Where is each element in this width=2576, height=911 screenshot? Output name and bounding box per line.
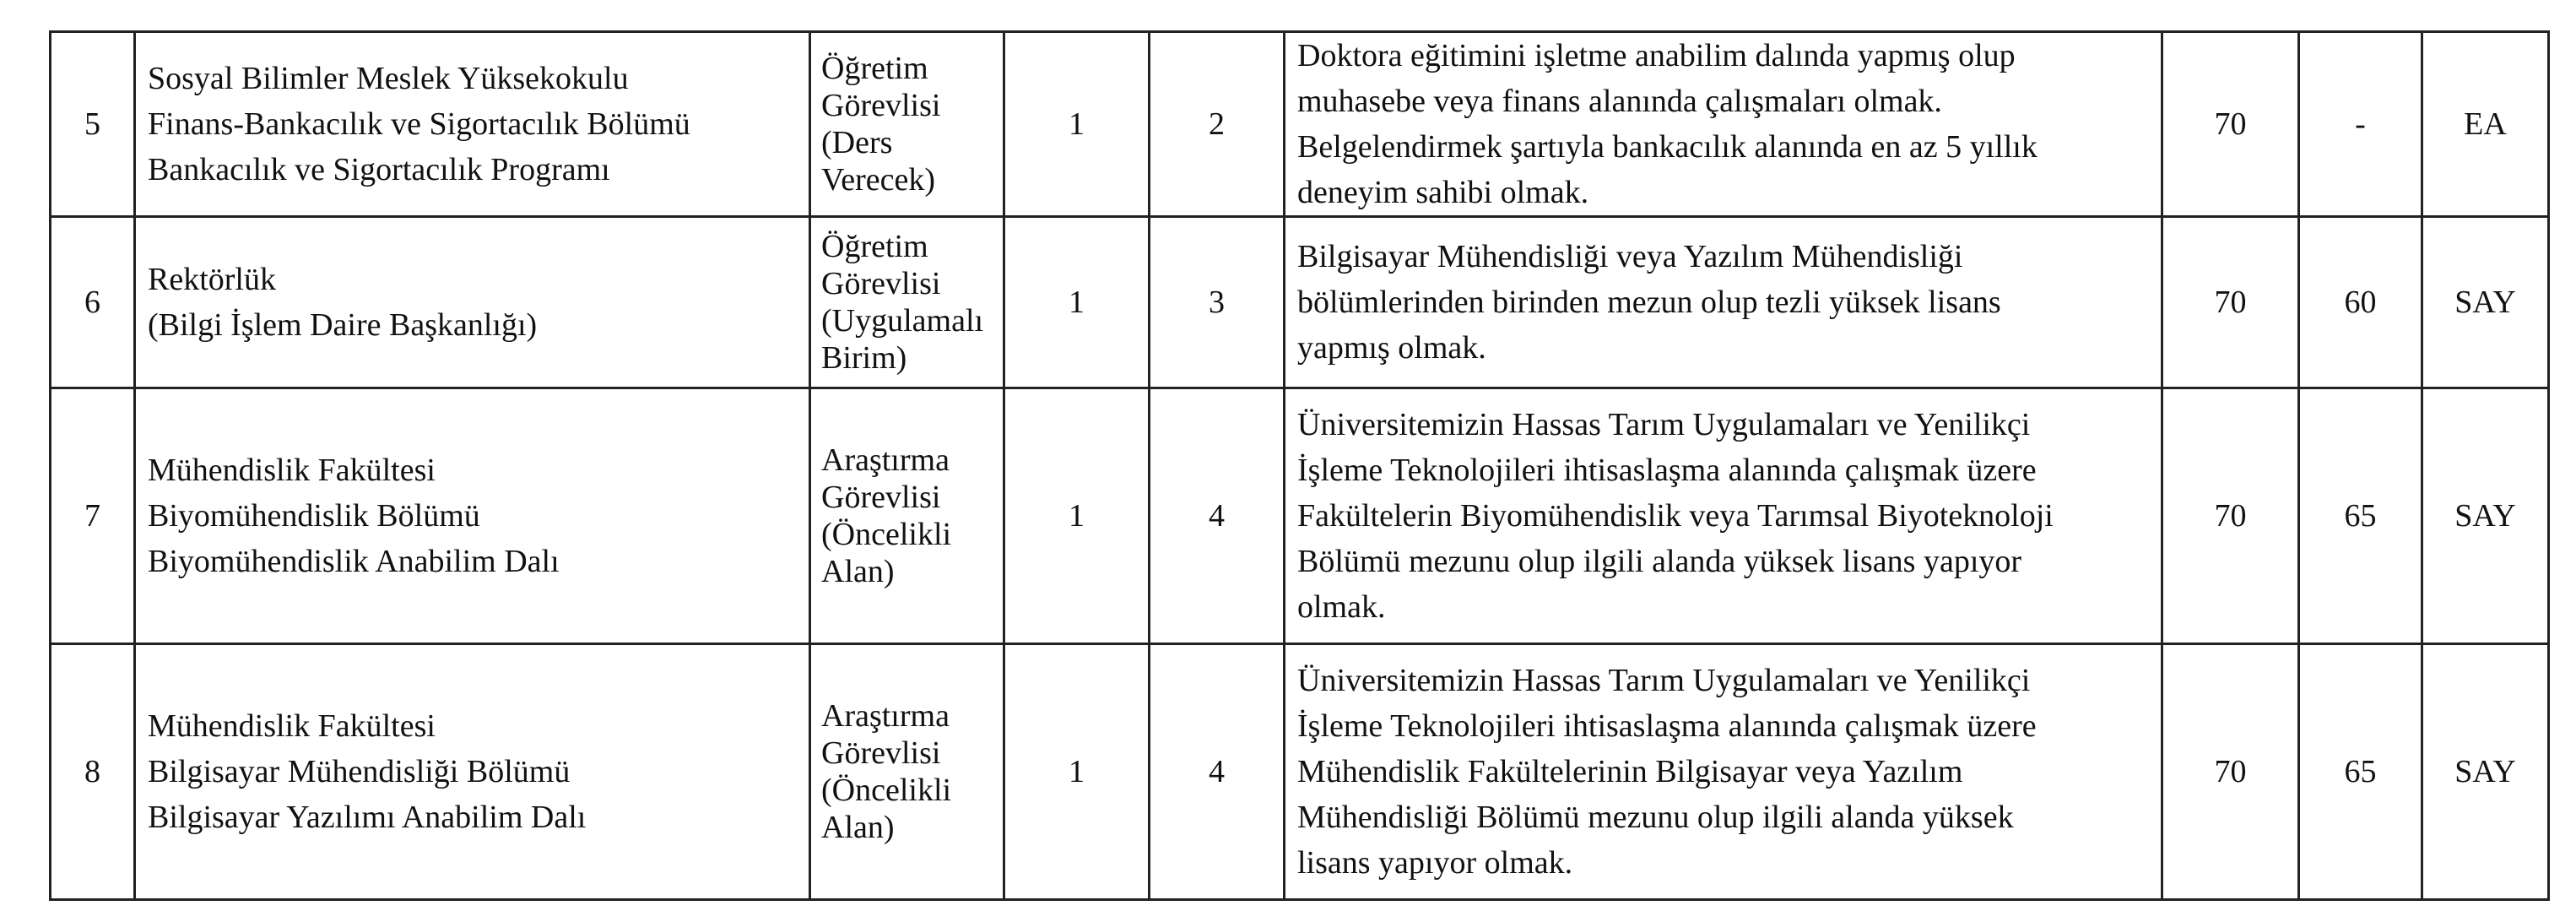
condition-line: deneyim sahibi olmak.	[1297, 175, 1589, 210]
title-line: Alan)	[821, 810, 895, 845]
unit-line: Sosyal Bilimler Meslek Yüksekokulu	[148, 61, 629, 96]
row-number: 5	[51, 32, 135, 217]
condition-line: bölümlerinden birinden mezun olup tezli yüksek lisans	[1297, 285, 2001, 320]
title-line: Görevlisi	[821, 266, 941, 301]
table-row	[51, 217, 2549, 388]
language-cell: 65	[2299, 644, 2422, 900]
condition-line: Üniversitemizin Hassas Tarım Uygulamaları ve Yenilikçi	[1297, 663, 2031, 698]
title-cell	[810, 388, 1004, 644]
unit-line: Bilgisayar Mühendisliği Bölümü	[148, 754, 571, 789]
unit-line: Mühendislik Fakültesi	[148, 708, 436, 744]
unit-line: Mühendislik Fakültesi	[148, 453, 436, 488]
title-line: (Öncelikli	[821, 517, 952, 552]
count-cell: 1	[1004, 217, 1150, 388]
row-number: 8	[51, 644, 135, 900]
title-line: Görevlisi	[821, 88, 941, 123]
unit-cell	[135, 217, 810, 388]
title-line: (Ders	[821, 125, 893, 160]
condition-line: Fakültelerin Biyomühendislik veya Tarımsal Biyoteknoloji	[1297, 498, 2054, 534]
positions-table-wrapper	[49, 30, 2550, 901]
conditions-cell	[1285, 388, 2162, 644]
ales-cell: 70	[2162, 644, 2299, 900]
language-cell: 65	[2299, 388, 2422, 644]
count-cell: 1	[1004, 32, 1150, 217]
title-line: Öğretim	[821, 51, 928, 86]
ales-cell: 70	[2162, 388, 2299, 644]
title-line: Birim)	[821, 340, 907, 376]
conditions-cell	[1285, 644, 2162, 900]
condition-line: Belgelendirmek şartıyla bankacılık alanında en az 5 yıllık	[1297, 129, 2038, 165]
score-type-cell: EA	[2422, 32, 2549, 217]
condition-line: Üniversitemizin Hassas Tarım Uygulamaları ve Yenilikçi	[1297, 407, 2031, 442]
title-cell	[810, 644, 1004, 900]
conditions-cell	[1285, 32, 2162, 217]
count-cell: 1	[1004, 388, 1150, 644]
title-cell	[810, 217, 1004, 388]
score-type-cell: SAY	[2422, 644, 2549, 900]
title-cell	[810, 32, 1004, 217]
unit-line: Biyomühendislik Anabilim Dalı	[148, 544, 560, 579]
title-line: Alan)	[821, 554, 895, 589]
title-line: Araştırma	[821, 698, 950, 734]
positions-table	[49, 30, 2550, 901]
condition-line: olmak.	[1297, 589, 1386, 625]
degree-cell: 4	[1150, 644, 1285, 900]
title-line: Görevlisi	[821, 735, 941, 771]
unit-cell	[135, 388, 810, 644]
condition-line: Mühendisliği Bölümü mezunu olup ilgili alanda yüksek	[1297, 800, 2014, 835]
score-type-cell: SAY	[2422, 217, 2549, 388]
condition-line: Doktora eğitimini işletme anabilim dalında yapmış olup	[1297, 38, 2016, 73]
conditions-cell	[1285, 217, 2162, 388]
unit-line: Finans-Bankacılık ve Sigortacılık Bölümü	[148, 106, 690, 142]
degree-cell: 3	[1150, 217, 1285, 388]
unit-line: Bilgisayar Yazılımı Anabilim Dalı	[148, 800, 587, 835]
ales-cell: 70	[2162, 217, 2299, 388]
unit-line: (Bilgi İşlem Daire Başkanlığı)	[148, 307, 538, 343]
row-number: 6	[51, 217, 135, 388]
ales-cell: 70	[2162, 32, 2299, 217]
table-row	[51, 388, 2549, 644]
unit-line: Biyomühendislik Bölümü	[148, 498, 480, 534]
count-cell: 1	[1004, 644, 1150, 900]
unit-line: Rektörlük	[148, 262, 276, 297]
title-line: Verecek)	[821, 162, 936, 198]
title-line: (Öncelikli	[821, 773, 952, 808]
table-row	[51, 644, 2549, 900]
condition-line: Mühendislik Fakültelerinin Bilgisayar veya Yazılım	[1297, 754, 1963, 789]
condition-line: İşleme Teknolojileri ihtisaslaşma alanında çalışmak üzere	[1297, 453, 2037, 488]
condition-line: Bölümü mezunu olup ilgili alanda yüksek lisans yapıyor	[1297, 544, 2022, 579]
score-type-cell: SAY	[2422, 388, 2549, 644]
table-row	[51, 32, 2549, 217]
condition-line: Bilgisayar Mühendisliği veya Yazılım Mühendisliği	[1297, 239, 1963, 274]
unit-line: Bankacılık ve Sigortacılık Programı	[148, 152, 610, 187]
condition-line: lisans yapıyor olmak.	[1297, 845, 1573, 881]
title-line: Araştırma	[821, 442, 950, 478]
condition-line: İşleme Teknolojileri ihtisaslaşma alanında çalışmak üzere	[1297, 708, 2037, 744]
condition-line: yapmış olmak.	[1297, 330, 1486, 366]
degree-cell: 2	[1150, 32, 1285, 217]
language-cell: 60	[2299, 217, 2422, 388]
unit-cell	[135, 32, 810, 217]
title-line: (Uygulamalı	[821, 303, 984, 339]
row-number: 7	[51, 388, 135, 644]
degree-cell: 4	[1150, 388, 1285, 644]
title-line: Görevlisi	[821, 480, 941, 515]
language-cell: -	[2299, 32, 2422, 217]
title-line: Öğretim	[821, 229, 928, 264]
unit-cell	[135, 644, 810, 900]
condition-line: muhasebe veya finans alanında çalışmaları olmak.	[1297, 84, 1942, 119]
